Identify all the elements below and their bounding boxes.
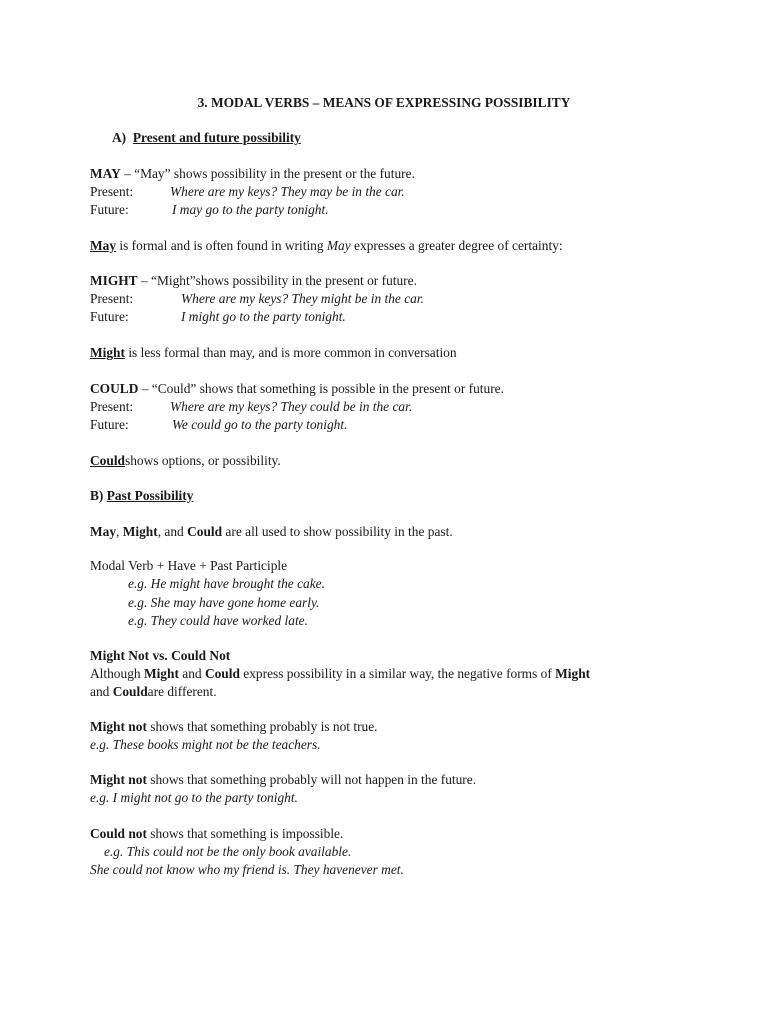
- might-present-line: [90, 290, 424, 308]
- might-future-example: I might go to the party tonight.: [181, 309, 346, 324]
- might-not-text: shows that something probably is not true.: [146, 719, 378, 734]
- may-future-example: I may go to the party tonight.: [172, 202, 329, 217]
- may-present-example: Where are my keys? They may be in the car.: [170, 184, 405, 199]
- might-note-term: Might: [90, 345, 125, 360]
- may-future-line: [90, 201, 329, 219]
- contrast-could: Could: [112, 684, 148, 699]
- present-label: Present:: [90, 399, 134, 414]
- might-definition: [90, 272, 417, 290]
- could-note-term: Could: [90, 453, 125, 468]
- section-a-marker: A): [112, 130, 127, 145]
- section-a-heading: [112, 129, 301, 147]
- might-future-line: [90, 308, 346, 326]
- may-note-text: is formal and is often found in writing: [116, 238, 327, 253]
- may-note-term-italic: May: [326, 238, 351, 253]
- could-future-example: We could go to the party tonight.: [172, 417, 348, 432]
- future-label: Future:: [90, 309, 129, 324]
- past-example: e.g. He might have brought the cake.: [128, 576, 325, 591]
- might-not-true-line: [90, 718, 378, 736]
- section-b-marker: B): [90, 488, 104, 503]
- contrast-text: are different.: [147, 684, 217, 699]
- past-intro-might: Might: [122, 524, 158, 539]
- may-note-term: May: [90, 238, 117, 253]
- might-term: MIGHT: [90, 273, 138, 288]
- contrast-might: Might: [143, 666, 179, 681]
- past-intro-end: are all used to show possibility in the past.: [222, 524, 453, 539]
- contrast-line-1: [90, 665, 590, 683]
- might-not-future-example: e.g. I might not go to the party tonight.: [90, 790, 298, 805]
- past-intro-sep: ,: [116, 524, 123, 539]
- past-intro-could: Could: [187, 524, 223, 539]
- could-definition: [90, 380, 504, 398]
- past-example: e.g. She may have gone home early.: [128, 595, 320, 610]
- present-label: Present:: [90, 291, 134, 306]
- future-label: Future:: [90, 202, 129, 217]
- might-not-term: Might not: [90, 772, 147, 787]
- could-not-text: shows that something is impossible.: [146, 826, 344, 841]
- contrast-could: Could: [204, 666, 240, 681]
- might-note: [90, 344, 457, 362]
- may-definition: [90, 165, 415, 183]
- could-not-example: e.g. This could not be the only book available.: [104, 844, 352, 859]
- past-intro: [90, 523, 453, 541]
- section-b-heading: [90, 487, 193, 505]
- might-note-text: is less formal than may, and is more common in conversation: [124, 345, 457, 360]
- might-not-term: Might not: [90, 719, 147, 734]
- contrast-line-2: [90, 683, 217, 701]
- could-not-term: Could not: [90, 826, 147, 841]
- section-a-title: Present and future possibility: [132, 130, 301, 145]
- section-b-title: Past Possibility: [106, 488, 194, 503]
- past-intro-sep: , and: [157, 524, 188, 539]
- could-not-example: She could not know who my friend is. They havenever met.: [90, 862, 404, 877]
- could-present-line: [90, 398, 412, 416]
- might-not-future-line: [90, 771, 476, 789]
- document-title: 3. MODAL VERBS – MEANS OF EXPRESSING POSSIBILITY: [197, 95, 571, 110]
- might-not-text: shows that something probably will not happen in the future.: [146, 772, 477, 787]
- might-def-text: – “Might”shows possibility in the present or future.: [137, 273, 417, 288]
- present-label: Present:: [90, 184, 134, 199]
- contrast-text: express possibility in a similar way, the negative forms of: [239, 666, 556, 681]
- contrast-text: and: [90, 684, 113, 699]
- may-term: MAY: [90, 166, 121, 181]
- could-future-line: [90, 416, 347, 434]
- may-note-end: expresses a greater degree of certainty:: [350, 238, 563, 253]
- could-def-text: – “Could” shows that something is possible in the present or future.: [138, 381, 504, 396]
- contrast-text: and: [178, 666, 205, 681]
- past-formula: Modal Verb + Have + Past Participle: [90, 558, 288, 573]
- may-def-text: – “May” shows possibility in the present or the future.: [120, 166, 415, 181]
- could-term: COULD: [90, 381, 139, 396]
- could-note: [90, 452, 281, 470]
- might-present-example: Where are my keys? They might be in the car.: [181, 291, 424, 306]
- contrast-text: Although: [90, 666, 144, 681]
- might-not-true-example: e.g. These books might not be the teachers.: [90, 737, 321, 752]
- could-present-example: Where are my keys? They could be in the car.: [170, 399, 413, 414]
- may-note: [90, 237, 563, 255]
- contrast-might: Might: [555, 666, 591, 681]
- could-not-line: [90, 825, 343, 843]
- may-present-line: [90, 183, 405, 201]
- contrast-heading: Might Not vs. Could Not: [90, 648, 231, 663]
- could-note-text: shows options, or possibility.: [124, 453, 281, 468]
- future-label: Future:: [90, 417, 129, 432]
- past-intro-may: May: [90, 524, 117, 539]
- past-example: e.g. They could have worked late.: [128, 613, 308, 628]
